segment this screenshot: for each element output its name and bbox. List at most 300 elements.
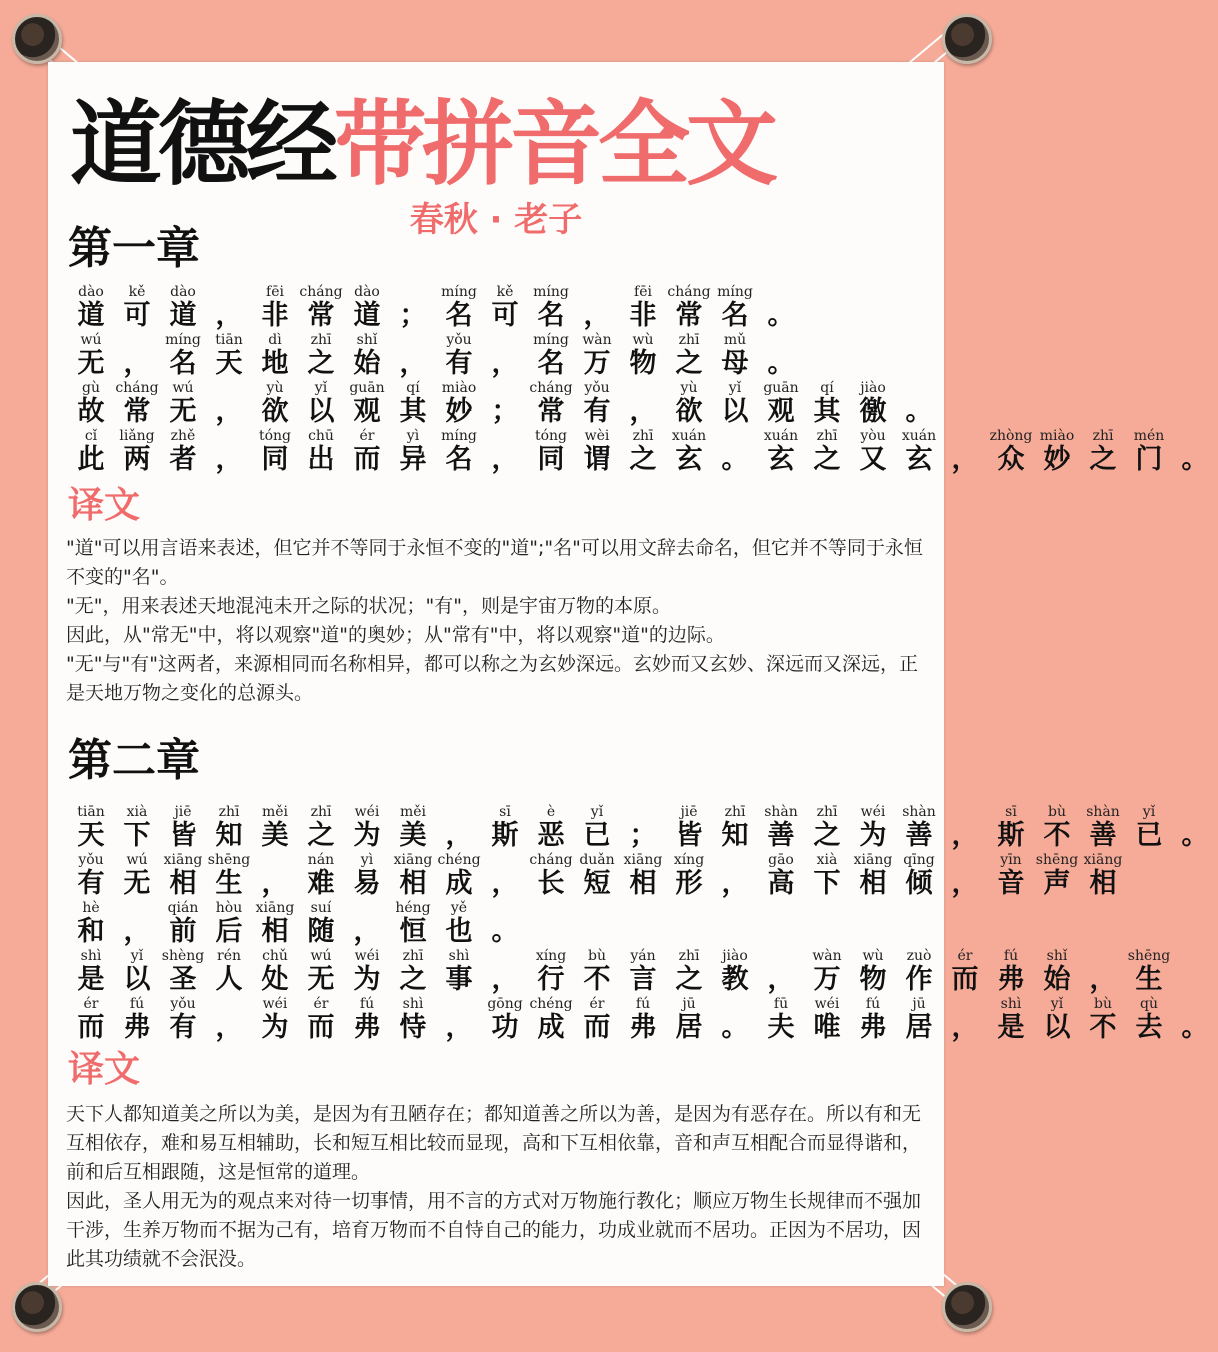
- verse-char: [712, 332, 758, 380]
- hanzi: 知: [721, 820, 749, 851]
- verse-char: [666, 852, 712, 900]
- pinyin: zhě: [170, 428, 196, 444]
- pinyin: sī: [1005, 804, 1017, 820]
- pinyin: yǐ: [130, 948, 144, 964]
- hanzi: ，: [583, 300, 611, 331]
- pinyin: wèi: [584, 428, 610, 444]
- pinyin: jū: [912, 996, 926, 1012]
- hanzi: ，: [767, 964, 795, 995]
- pinyin: rén: [217, 948, 241, 964]
- pinyin: shàn: [764, 804, 798, 820]
- hanzi: 成: [537, 1012, 565, 1043]
- pinyin: cháng: [299, 284, 343, 300]
- pinyin: zhòng: [989, 428, 1033, 444]
- hanzi: 而: [353, 444, 381, 475]
- pinyin: jiē: [174, 804, 192, 820]
- pinyin: yǐ: [314, 380, 328, 396]
- pinyin: suí: [310, 900, 332, 916]
- verse-char: [436, 948, 482, 996]
- hanzi: 同: [537, 444, 565, 475]
- pinyin: yǐ: [590, 804, 604, 820]
- pinyin: měi: [261, 804, 289, 820]
- hanzi: 唯: [813, 1012, 841, 1043]
- hanzi: 弗: [997, 964, 1025, 995]
- verse-char: [436, 900, 482, 948]
- hanzi: ；: [399, 300, 427, 331]
- pinyin: wú: [126, 852, 148, 868]
- hanzi: 居: [675, 1012, 703, 1043]
- pinyin: yě: [450, 900, 468, 916]
- hanzi: 易: [353, 868, 381, 899]
- hanzi: 下: [813, 868, 841, 899]
- verse-line: [68, 804, 1209, 852]
- pin-bottom-right: [942, 1282, 994, 1334]
- hanzi: 形: [675, 868, 703, 899]
- hanzi: ，: [123, 348, 151, 379]
- pinyin: yǒu: [584, 380, 610, 396]
- verse-line: [68, 428, 1209, 476]
- pinyin: yù: [680, 380, 698, 396]
- hanzi: 为: [859, 820, 887, 851]
- hanzi: 相: [629, 868, 657, 899]
- hanzi: 天: [77, 820, 105, 851]
- pinyin: cháng: [529, 380, 573, 396]
- hanzi: 之: [675, 348, 703, 379]
- hanzi: 名: [537, 300, 565, 331]
- pinyin: yǐ: [1050, 996, 1064, 1012]
- pinyin: miào: [1039, 428, 1075, 444]
- pinyin: yǐ: [728, 380, 742, 396]
- paper-sheet: [48, 62, 1209, 1286]
- hanzi: 常: [307, 300, 335, 331]
- hanzi: 斯: [997, 820, 1025, 851]
- hanzi: 夫: [767, 1012, 795, 1043]
- verse-char: [528, 284, 574, 332]
- pinyin: wéi: [354, 804, 380, 820]
- pinyin: dào: [78, 284, 104, 300]
- pinyin: fú: [129, 996, 145, 1012]
- pinyin: kě: [496, 284, 514, 300]
- hanzi: 此: [77, 444, 105, 475]
- hanzi: 有: [445, 348, 473, 379]
- pinyin: tóng: [534, 428, 568, 444]
- hanzi: 功: [491, 1012, 519, 1043]
- pinyin: yì: [406, 428, 420, 444]
- pinyin: yǒu: [170, 996, 196, 1012]
- translation-paragraph: "道"可以用言语来表述，但它并不等同于永恒不变的"道";"名"可以用文辞去命名，但它并不等同于永恒不变的"名"。: [66, 537, 923, 588]
- hanzi: 美: [399, 820, 427, 851]
- hanzi: 成: [445, 868, 473, 899]
- hanzi: 难: [307, 868, 335, 899]
- hanzi: 。: [1181, 1012, 1209, 1043]
- pinyin: xuán: [901, 428, 937, 444]
- chapter-2-translation-heading: 译文: [68, 1049, 141, 1090]
- pin-top-right: [942, 14, 994, 66]
- verse-char: [436, 332, 482, 380]
- hanzi: 名: [445, 300, 473, 331]
- hanzi: 玄: [675, 444, 703, 475]
- pinyin: zhī: [678, 332, 700, 348]
- pinyin: wéi: [262, 996, 288, 1012]
- hanzi: 为: [261, 1012, 289, 1043]
- pinyin: wéi: [814, 996, 840, 1012]
- hanzi: 。: [1181, 444, 1209, 475]
- verse-char: [574, 804, 620, 852]
- pinyin: chǔ: [262, 948, 288, 964]
- hanzi: 。: [491, 916, 519, 947]
- chapter-2-translation: [66, 1100, 928, 1274]
- hanzi: 常: [675, 300, 703, 331]
- author-line: 春秋 · 老子: [409, 200, 583, 240]
- verse-char: [758, 332, 804, 380]
- hanzi: ，: [445, 820, 473, 851]
- pinyin: kě: [128, 284, 146, 300]
- hanzi: ，: [951, 1012, 979, 1043]
- pinyin: liǎng: [119, 428, 155, 444]
- pinyin: héng: [395, 900, 431, 916]
- hanzi: 之: [813, 820, 841, 851]
- hanzi: 而: [77, 1012, 105, 1043]
- pinyin: qí: [820, 380, 834, 396]
- pinyin: shì: [402, 996, 424, 1012]
- pinyin: qīng: [903, 852, 935, 868]
- pinyin: xíng: [535, 948, 567, 964]
- translation-paragraph: "无"，用来表述天地混沌未开之际的状况；"有"，则是宇宙万物的本原。: [66, 595, 671, 617]
- hanzi: ；: [629, 820, 657, 851]
- verse-char: [206, 852, 252, 900]
- hanzi: 名: [445, 444, 473, 475]
- hanzi: 万: [583, 348, 611, 379]
- pinyin: shēng: [1127, 948, 1171, 964]
- hanzi: 人: [215, 964, 243, 995]
- pin-top-left: [12, 14, 64, 66]
- hanzi: 以: [307, 396, 335, 427]
- hanzi: 地: [261, 348, 289, 379]
- title-part2: 带拼音全文: [334, 91, 775, 198]
- pinyin: gōng: [487, 996, 523, 1012]
- verse-char: [436, 428, 482, 476]
- hanzi: 天: [215, 348, 243, 379]
- verse-char: [896, 996, 942, 1044]
- pinyin: xiāng: [623, 852, 663, 868]
- hanzi: 弗: [629, 1012, 657, 1043]
- hanzi: 始: [353, 348, 381, 379]
- hanzi: 妙: [445, 396, 473, 427]
- hanzi: 无: [77, 348, 105, 379]
- verse-char: [850, 380, 896, 428]
- hanzi: 物: [629, 348, 657, 379]
- hanzi: 圣: [169, 964, 197, 995]
- pinyin: yòu: [860, 428, 886, 444]
- pinyin: xià: [816, 852, 838, 868]
- hanzi: ，: [215, 300, 243, 331]
- pinyin: míng: [533, 332, 569, 348]
- pinyin: sī: [499, 804, 511, 820]
- pinyin: shàn: [1086, 804, 1120, 820]
- verse-char: [1172, 996, 1218, 1044]
- chapter-1-translation-heading: 译文: [68, 485, 141, 526]
- hanzi: 生: [1135, 964, 1163, 995]
- hanzi: 可: [491, 300, 519, 331]
- hanzi: ，: [491, 964, 519, 995]
- hanzi: 之: [813, 444, 841, 475]
- pinyin: hòu: [215, 900, 243, 916]
- hanzi: 妙: [1043, 444, 1071, 475]
- hanzi: 有: [169, 1012, 197, 1043]
- verse-char: [68, 900, 114, 948]
- verse-char: [1126, 996, 1172, 1044]
- pinyin: duǎn: [579, 852, 615, 868]
- verse-char: [298, 900, 344, 948]
- chapter-2-verse: [68, 804, 1209, 1044]
- pinyin: qí: [406, 380, 420, 396]
- hanzi: 常: [537, 396, 565, 427]
- hanzi: 善: [767, 820, 795, 851]
- pinyin: jiào: [860, 380, 886, 396]
- pinyin: gāo: [768, 852, 794, 868]
- hanzi: 观: [767, 396, 795, 427]
- pinyin: shèng: [161, 948, 205, 964]
- hanzi: 。: [1181, 820, 1209, 851]
- hanzi: 。: [905, 396, 933, 427]
- hanzi: 之: [307, 820, 335, 851]
- verse-line: [68, 996, 1209, 1044]
- hanzi: 两: [123, 444, 151, 475]
- pinyin: è: [546, 804, 556, 820]
- pinyin: fú: [635, 996, 651, 1012]
- pinyin: míng: [165, 332, 201, 348]
- pinyin: míng: [717, 284, 753, 300]
- verse-char: [896, 428, 942, 476]
- hanzi: 其: [813, 396, 841, 427]
- hanzi: 玄: [905, 444, 933, 475]
- hanzi: 倾: [905, 868, 933, 899]
- pinyin: mén: [1133, 428, 1165, 444]
- hanzi: 非: [261, 300, 289, 331]
- hanzi: 道: [77, 300, 105, 331]
- pinyin: fú: [865, 996, 881, 1012]
- hanzi: 处: [261, 964, 289, 995]
- pinyin: cǐ: [84, 428, 98, 444]
- pinyin: wàn: [582, 332, 612, 348]
- pinyin: ér: [359, 428, 375, 444]
- hanzi: 有: [583, 396, 611, 427]
- pinyin: tiān: [77, 804, 105, 820]
- pinyin: dì: [268, 332, 282, 348]
- hanzi: 无: [123, 868, 151, 899]
- hanzi: ，: [491, 444, 519, 475]
- pinyin: qù: [1140, 996, 1158, 1012]
- pinyin: jū: [682, 996, 696, 1012]
- hanzi: ；: [491, 396, 519, 427]
- verse-char: [344, 332, 390, 380]
- hanzi: ，: [491, 868, 519, 899]
- pinyin: zuò: [906, 948, 932, 964]
- hanzi: 善: [905, 820, 933, 851]
- pinyin: shì: [80, 948, 102, 964]
- hanzi: 母: [721, 348, 749, 379]
- hanzi: ，: [123, 916, 151, 947]
- pinyin: fēi: [266, 284, 284, 300]
- hanzi: ，: [491, 348, 519, 379]
- pinyin: yì: [360, 852, 374, 868]
- pinyin: bù: [588, 948, 606, 964]
- hanzi: ，: [951, 868, 979, 899]
- verse-char: [1172, 804, 1218, 852]
- hanzi: 道: [353, 300, 381, 331]
- pinyin: ér: [83, 996, 99, 1012]
- hanzi: 美: [261, 820, 289, 851]
- pinyin: wù: [632, 332, 654, 348]
- hanzi: 始: [1043, 964, 1071, 995]
- hanzi: 短: [583, 868, 611, 899]
- translation-paragraph: 因此，从"常无"中，将以观察"道"的奥妙；从"常有"中，将以观察"道"的边际。: [66, 624, 725, 646]
- pinyin: wéi: [354, 948, 380, 964]
- hanzi: 相: [399, 868, 427, 899]
- hanzi: 无: [169, 396, 197, 427]
- hanzi: 斯: [491, 820, 519, 851]
- hanzi: 相: [169, 868, 197, 899]
- pinyin: zhī: [816, 428, 838, 444]
- verse-char: [1126, 428, 1172, 476]
- verse-char: [712, 948, 758, 996]
- pinyin: xiāng: [163, 852, 203, 868]
- page-title: [70, 90, 930, 200]
- pinyin: yīn: [1000, 852, 1022, 868]
- hanzi: 以: [123, 964, 151, 995]
- hanzi: 下: [123, 820, 151, 851]
- pinyin: qián: [167, 900, 199, 916]
- hanzi: 皆: [675, 820, 703, 851]
- verse-char: [390, 804, 436, 852]
- pinyin: jiē: [680, 804, 698, 820]
- hanzi: 谓: [583, 444, 611, 475]
- pinyin: bù: [1048, 804, 1066, 820]
- verse-char: [666, 428, 712, 476]
- verse-line: [68, 948, 1171, 996]
- hanzi: 物: [859, 964, 887, 995]
- verse-char: [1126, 804, 1172, 852]
- hanzi: 和: [77, 916, 105, 947]
- hanzi: 弗: [123, 1012, 151, 1043]
- verse-char: [436, 852, 482, 900]
- pinyin: zhī: [678, 948, 700, 964]
- hanzi: 恒: [399, 916, 427, 947]
- verse-char: [344, 284, 390, 332]
- hanzi: 行: [537, 964, 565, 995]
- pinyin: guān: [763, 380, 799, 396]
- hanzi: 恶: [537, 820, 565, 851]
- verse-line: [68, 900, 938, 948]
- verse-char: [712, 284, 758, 332]
- pinyin: fēi: [634, 284, 652, 300]
- pinyin: wú: [172, 380, 194, 396]
- pinyin: ér: [313, 996, 329, 1012]
- pinyin: ér: [957, 948, 973, 964]
- verse-line: [68, 852, 1123, 900]
- hanzi: 。: [767, 348, 795, 379]
- pinyin: cháng: [529, 852, 573, 868]
- hanzi: 观: [353, 396, 381, 427]
- title-part1: 道德经: [70, 91, 335, 198]
- pinyin: fú: [359, 996, 375, 1012]
- pinyin: tóng: [258, 428, 292, 444]
- pinyin: měi: [399, 804, 427, 820]
- hanzi: 随: [307, 916, 335, 947]
- translation-paragraph: 因此，圣人用无为的观点来对待一切事情，用不言的方式对万物施行教化；顺应万物生长规律而不强加干涉，生养万物而不据为己有，培育万物而不自恃自己的能力，功成业就而不居功。正因为不居功，因此其功绩就不会泯没。: [66, 1190, 922, 1270]
- hanzi: 可: [123, 300, 151, 331]
- hanzi: 又: [859, 444, 887, 475]
- verse-char: [896, 380, 942, 428]
- hanzi: 教: [721, 964, 749, 995]
- hanzi: ，: [721, 868, 749, 899]
- verse-char: [666, 996, 712, 1044]
- hanzi: 相: [261, 916, 289, 947]
- hanzi: 相: [859, 868, 887, 899]
- hanzi: 相: [1089, 868, 1117, 899]
- pinyin: chū: [308, 428, 334, 444]
- verse-line: [68, 332, 938, 380]
- hanzi: 而: [583, 1012, 611, 1043]
- hanzi: ，: [951, 820, 979, 851]
- hanzi: 音: [997, 868, 1025, 899]
- hanzi: 是: [997, 1012, 1025, 1043]
- pinyin: wàn: [812, 948, 842, 964]
- hanzi: 有: [77, 868, 105, 899]
- pinyin: nán: [307, 852, 335, 868]
- hanzi: 异: [399, 444, 427, 475]
- hanzi: 长: [537, 868, 565, 899]
- verse-char: [436, 380, 482, 428]
- chapter-1-heading: 第一章: [68, 223, 200, 274]
- pinyin: guān: [349, 380, 385, 396]
- hanzi: 众: [997, 444, 1025, 475]
- pinyin: shàn: [902, 804, 936, 820]
- pinyin: yǒu: [446, 332, 472, 348]
- verse-line: [68, 284, 938, 332]
- pinyin: yǐ: [1142, 804, 1156, 820]
- hanzi: 而: [307, 1012, 335, 1043]
- hanzi: 徼: [859, 396, 887, 427]
- pinyin: xiāng: [393, 852, 433, 868]
- hanzi: 其: [399, 396, 427, 427]
- pinyin: zhī: [218, 804, 240, 820]
- pinyin: chéng: [529, 996, 573, 1012]
- chapter-1-translation: [66, 534, 928, 708]
- hanzi: 之: [399, 964, 427, 995]
- hanzi: 不: [1089, 1012, 1117, 1043]
- hanzi: 已: [583, 820, 611, 851]
- hanzi: 不: [583, 964, 611, 995]
- verse-char: [574, 380, 620, 428]
- hanzi: ，: [353, 916, 381, 947]
- pinyin: fú: [1003, 948, 1019, 964]
- pinyin: míng: [441, 284, 477, 300]
- pinyin: wù: [862, 948, 884, 964]
- hanzi: 名: [721, 300, 749, 331]
- pinyin: dào: [354, 284, 380, 300]
- pinyin: míng: [533, 284, 569, 300]
- hanzi: 作: [905, 964, 933, 995]
- pinyin: xuán: [763, 428, 799, 444]
- hanzi: 而: [951, 964, 979, 995]
- pinyin: fū: [773, 996, 789, 1012]
- pinyin: shēng: [207, 852, 251, 868]
- pinyin: yǒu: [78, 852, 104, 868]
- hanzi: 不: [1043, 820, 1071, 851]
- verse-char: [160, 284, 206, 332]
- pinyin: yán: [630, 948, 656, 964]
